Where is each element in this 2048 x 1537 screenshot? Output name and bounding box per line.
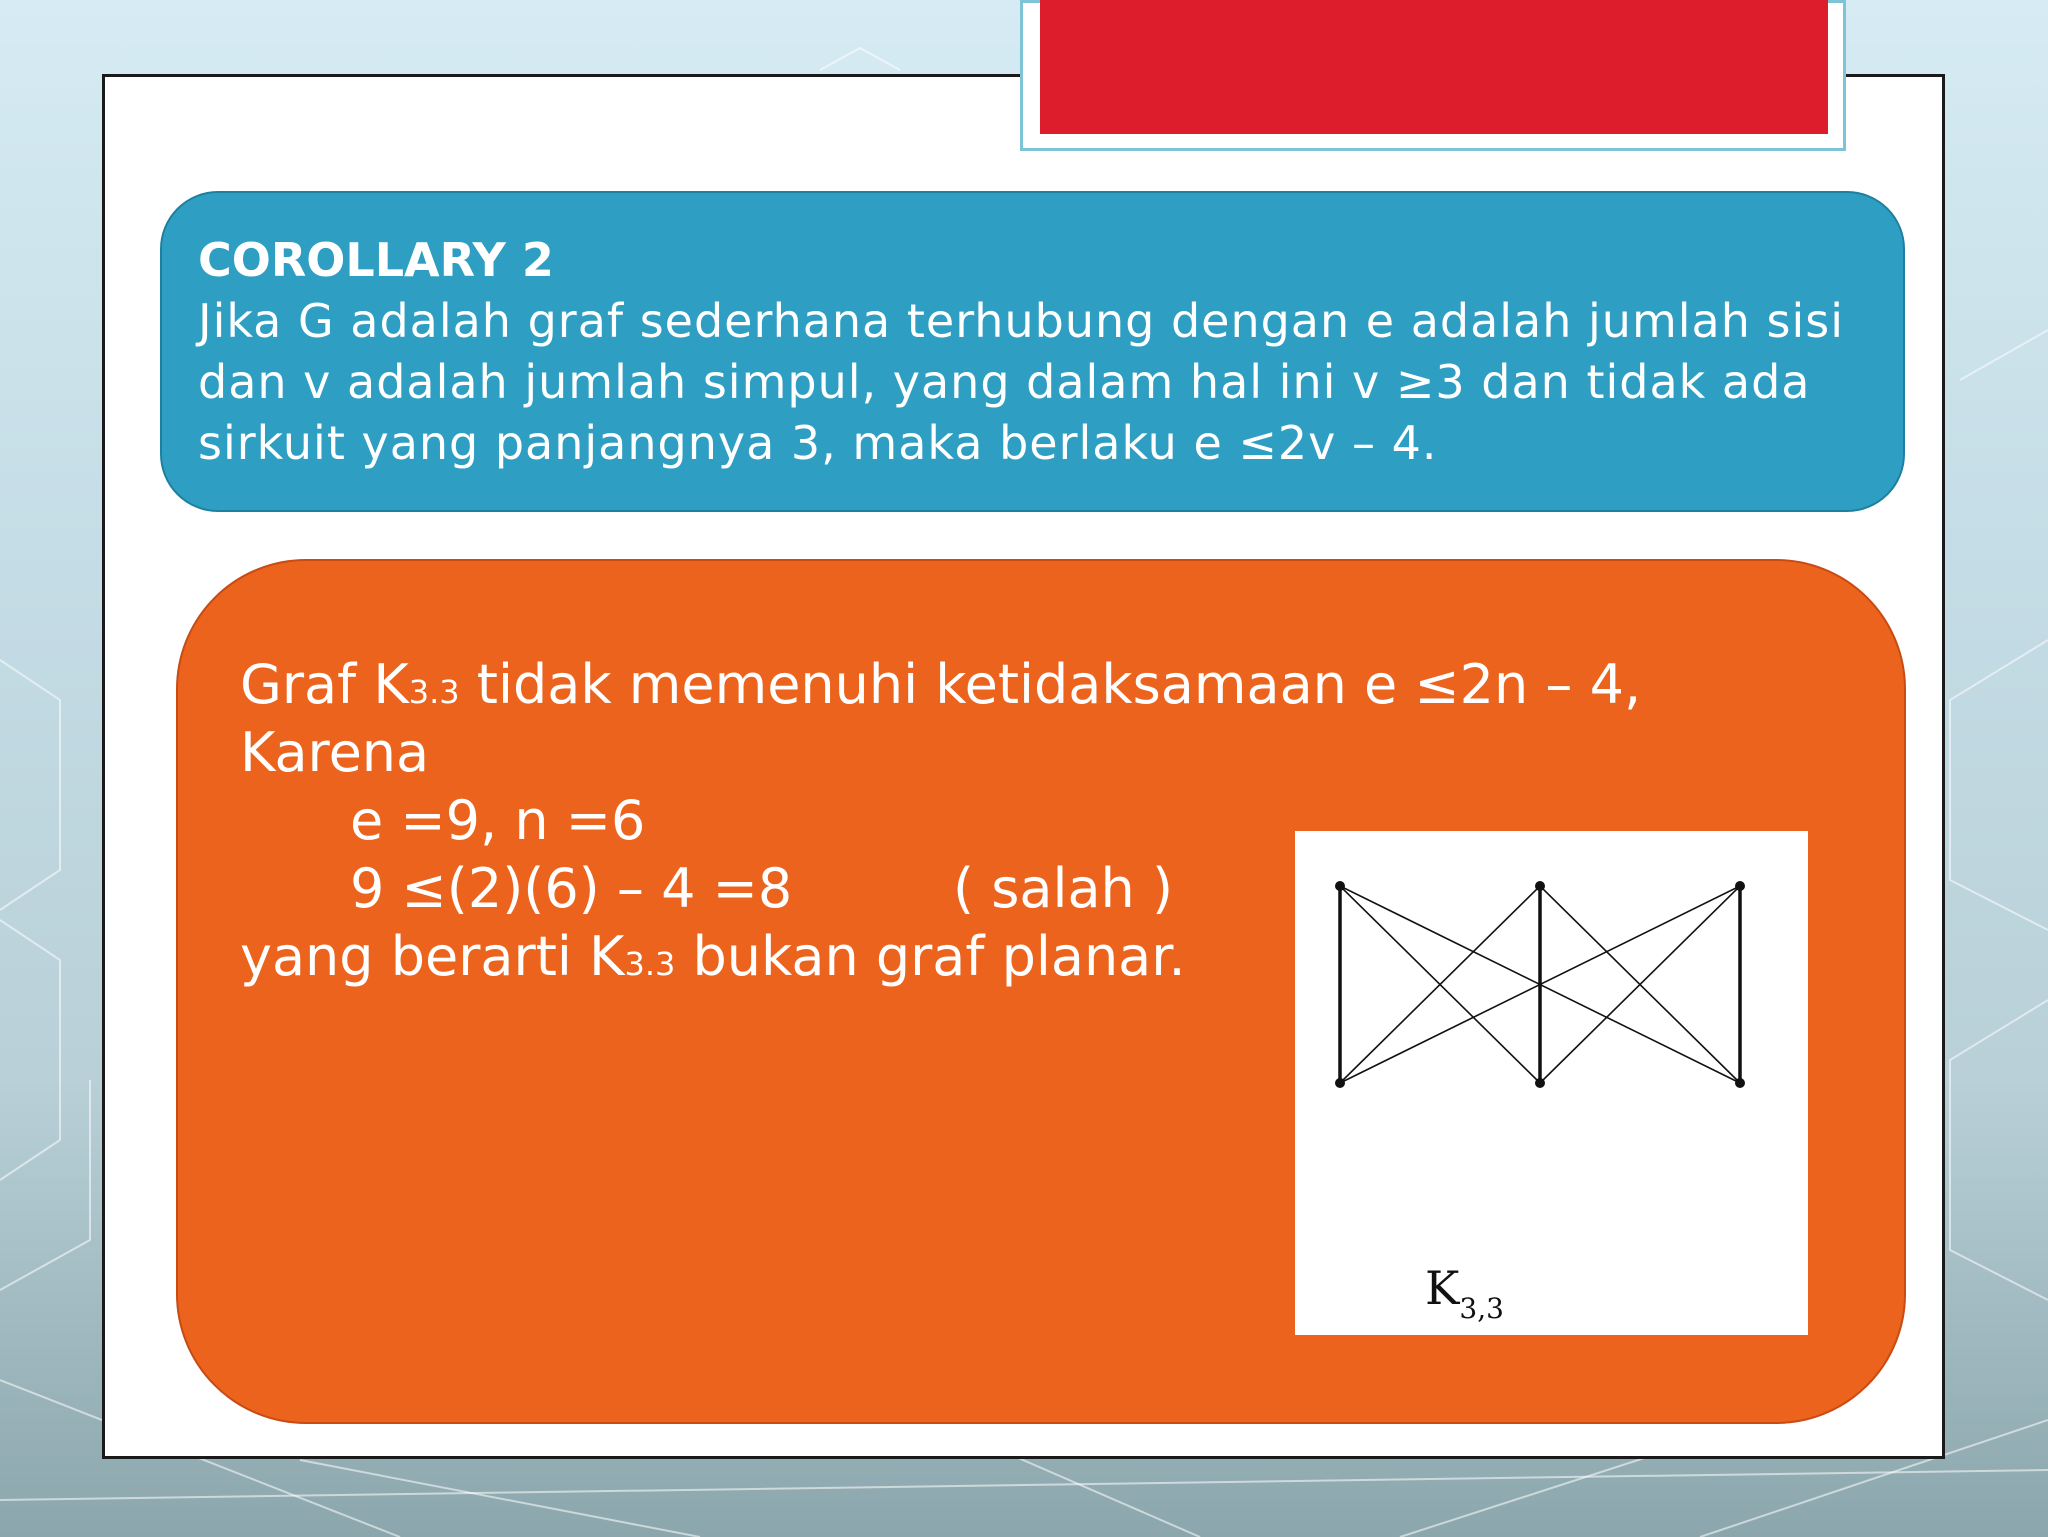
header-accent-bar — [1040, 0, 1828, 134]
corollary-box — [160, 191, 1905, 512]
example-line-1-suffix: tidak memenuhi ketidaksamaan e ≤2n – 4, — [459, 653, 1642, 716]
graph-vertex — [1735, 881, 1745, 891]
graph-vertex — [1335, 881, 1345, 891]
example-line-2: Karena — [240, 721, 430, 784]
example-line-5-suffix: bukan graf planar. — [675, 925, 1186, 988]
example-line-1-subscript: 3.3 — [408, 673, 460, 711]
graph-vertex — [1335, 1078, 1345, 1088]
example-line-4-note: ( salah ) — [953, 857, 1174, 920]
example-line-4: 9 ≤(2)(6) – 4 =8 — [350, 857, 793, 920]
example-line-1 — [240, 653, 1641, 724]
graph-vertex — [1535, 1078, 1545, 1088]
corollary-statement: Jika G adalah graf sederhana terhubung dengan e adalah jumlah sisi dan v adalah jumlah simpul, yang dalam hal ini v ≥3 dan tidak ada sirkuit yang panjangnya 3, maka berlaku e ≤2v – 4. — [198, 294, 1844, 470]
graph-vertex — [1735, 1078, 1745, 1088]
figure-caption-subscript: 3,3 — [1459, 1292, 1504, 1325]
k33-graph — [1295, 831, 1808, 1335]
example-line-5-prefix: yang berarti K — [240, 925, 625, 988]
graph-vertex — [1535, 881, 1545, 891]
k33-figure — [1295, 831, 1808, 1335]
corollary-title: COROLLARY 2 — [198, 233, 554, 287]
figure-caption-main: K — [1425, 1261, 1460, 1315]
example-line-3: e =9, n =6 — [350, 789, 646, 852]
example-line-1-prefix: Graf K — [240, 653, 409, 716]
figure-caption — [1425, 1261, 1504, 1325]
example-line-5-subscript: 3.3 — [624, 945, 676, 983]
example-line-5 — [240, 925, 1186, 996]
